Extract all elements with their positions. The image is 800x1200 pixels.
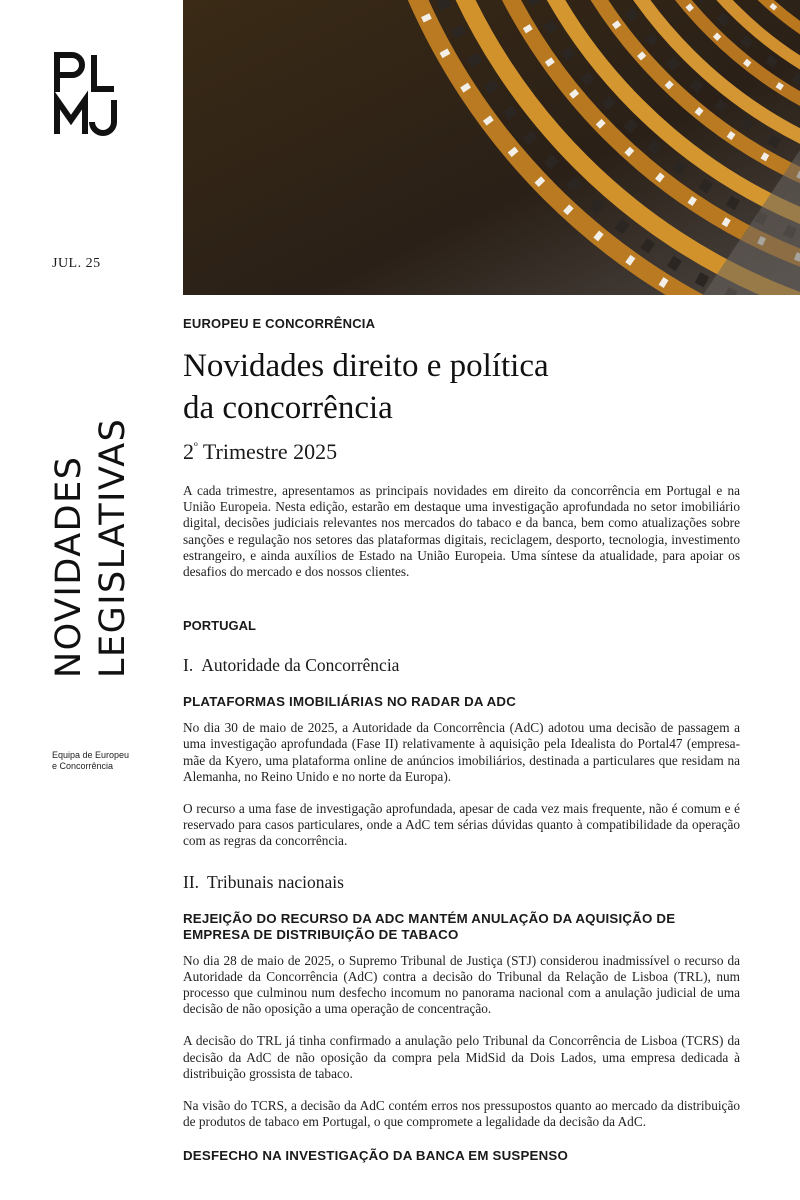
vertical-title-line-1: NOVIDADES [49,455,89,678]
subtitle-ordinal: º [194,440,198,454]
parliament-hemicycle-image [183,0,800,295]
section-heading-1 [183,655,740,676]
news-paragraph: No dia 28 de maio de 2025, o Supremo Tribunal de Justiça (STJ) considerou inadmissível o recurso da Autoridade da Concorrência (AdC) contra a decisão do Tribunal da Relação de Lisboa (TRL), num processo que culminou num desfecho incomum no panorama nacional com a anulação judicial de uma decisão de não oposição a uma operação de concentração. [183,952,740,1017]
hero-image [183,0,800,295]
news-paragraph: O recurso a uma fase de investigação aprofundada, apesar de cada vez mais frequente, não é comum e é reservado para casos particulares, onde a AdC tem sérias dúvidas quanto à compatibilidade da operação com as regras da concorrência. [183,801,740,849]
section-title: Autoridade da Concorrência [201,655,400,676]
subtitle-text: Trimestre 2025 [197,439,338,464]
issue-date: JUL. 25 [52,256,101,271]
section-number: II. [183,871,200,892]
newsletter-vertical-title [47,318,137,678]
team-credit-line-2: e Concorrência [52,761,114,771]
team-credit-line-1: Equipa de Europeu [52,750,130,760]
section-number: I. [183,655,194,676]
plmj-logo [52,50,134,138]
country-heading: PORTUGAL [183,618,256,634]
section-label: EUROPEU E CONCORRÊNCIA [183,316,376,331]
section-heading-2 [183,872,740,893]
team-credit [52,750,129,772]
news-headline: REJEIÇÃO DO RECURSO DA ADC MANTÉM ANULAÇÃO DA AQUISIÇÃO DE EMPRESA DE DISTRIBUIÇÃO DE TABACO [183,910,676,942]
title-line-2: da concorrência [183,390,393,426]
page-title [183,345,740,429]
subtitle-number: 2 [183,439,194,464]
title-line-1: Novidades direito e política [183,348,549,384]
plmj-logo-mark [52,50,134,138]
page-subtitle [183,439,740,465]
news-paragraph: No dia 30 de maio de 2025, a Autoridade da Concorrência (AdC) adotou uma decisão de passagem a uma investigação aprofundada (Fase II) relativamente à aquisição pela Idealista do Portal47 (empresa-mãe da Kyero, uma plataforma online de anúncios imobiliários, destinada a particulares que residam na Alemanha, no Reino Unido e no norte da Europa). [183,720,740,784]
article [183,316,740,1174]
news-paragraph: A decisão do TRL já tinha confirmado a anulação pelo Tribunal da Concorrência de Lisboa (TCRS) da decisão da AdC de não oposição da compra pela MidSid da Dois Lados, uma empresa dedicada à distribuição grossista de tabaco. [183,1033,740,1081]
section-title: Tribunais nacionais [207,871,344,892]
vertical-title-line-2: LEGISLATIVAS [93,417,133,678]
news-headline: PLATAFORMAS IMOBILIÁRIAS NO RADAR DA ADC [183,694,517,710]
news-paragraph: Na visão do TCRS, a decisão da AdC contém erros nos pressupostos quanto ao mercado da distribuição de produtos de tabaco em Portugal, o que compromete a legalidade da decisão da AdC. [183,1098,740,1130]
next-news-headline: DESFECHO NA INVESTIGAÇÃO DA BANCA EM SUSPENSO [183,1148,569,1164]
intro-paragraph: A cada trimestre, apresentamos as principais novidades em direito da concorrência em Portugal e na União Europeia. Nesta edição, estarão em destaque uma investigação aprofundada no setor imobiliário digital, decisões judiciais relevantes nos mercados do tabaco e da banca, bem como atualizações sobre sanções e regulação nos setores das plataformas digitais, reciclagem, desporto, tecnologia, investimento estrangeiro, e ainda auxílios de Estado na União Europeia. Uma síntese da atualidade, para apoiar os desafios do mercado e dos nossos clientes. [183,483,740,580]
